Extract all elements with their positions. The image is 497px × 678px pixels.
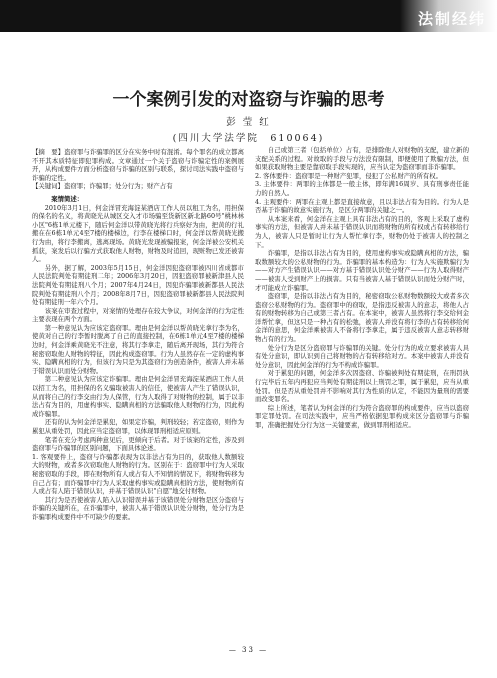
paragraph: 对于累犯的问题，何金洋多次因盗窃、诈骗被判处有期徒刑，在刑罚执行完毕后五年内再犯应当判处有期徒刑以上刑罚之罪，属于累犯，应当从重处罚。但是否从重处罚并不影响对其行为性质的认定，不能因为量刑的需要而改变罪名。	[255, 369, 469, 404]
paragraph: 1. 客观要件上，盗窃与诈骗都表现为以非法占有为目的，获取他人数额较大的财物，或者多次窃取他人财物的行为。区别在于：盗窃罪中行为人采取秘密窃取的手段，即在财物所有人或占有人不知情的情况下，将财物转移为自己占有；而诈骗罪中行为人采取虚构事实或隐瞒真相的方法，使财物所有人或占有人陷于错误认识，并基于错误认识"自愿"地交付财物。	[32, 452, 244, 496]
paragraph: 案情简述：	[51, 194, 84, 203]
paragraph: 4. 主观要件：两罪在主观上都是直接故意，且以非法占有为目的。行为人是否基于诈骗的故意实施行为，是区分两罪的关键之一。	[255, 197, 469, 215]
paragraph: 3. 主体要件：两罪的主体都是一般主体，即年满16周岁、具有刑事责任能力的自然人。	[255, 180, 469, 197]
paragraph: 自己或第三者（包括单位）占有，是排除他人对财物的支配，建立新的支配关系的过程。对故取的手段与方法没有限制，即便使用了欺骗方法，但如果获取财物主要是靠窃取手段实现的，应当认定为盗窃罪而非诈骗罪。	[255, 146, 469, 172]
article-title: 一个案例引发的对盗窃与诈骗的思考	[112, 90, 385, 110]
article-author: 彭 莹 红	[226, 117, 271, 128]
paragraph: 另外，据了解，2003年5月15日，何金洋因犯盗窃罪被四川省成都市人民法院判处有期徒刑二年；2006年3月20日，因犯盗窃罪被新津县人民法院判处有期徒刑八个月；2007年4月24日，因犯诈骗罪被新都县人民法院判处有期徒刑八个月；2008年8月7日，因犯盗窃罪被新都县人民法院判处有期徒刑一年六个月。	[32, 263, 244, 307]
paragraph: 【关键词】盗窃罪；诈骗罪；处分行为；财产占有	[32, 182, 173, 191]
author-affiliation: (四川大学法学院 610064)	[172, 133, 325, 144]
paragraph: 【摘 要】盗窃罪与诈骗罪的区分在实务中时有混淆。每个罪名的成立都离不开其本质特征即犯罪构成。文章通过一个关于盗窃与诈骗定性的案例展开，从构成要件方面分析盗窃与诈骗的区别与联系，探讨司法实践中盗窃与诈骗的定性。	[32, 148, 244, 182]
section-title: 法制经纬	[418, 10, 487, 28]
paragraph: 盗窃罪，是指以非法占有为目的，秘密窃取公私财物数额较大或者多次盗窃公私财物的行为。盗窃罪中的窃取，是指违反被害人的意志，将他人占有的财物转移为自己或第三者占有。在本案中，被害人虽然将行李交给何金洋帮忙拿，但这只是一种占有的松弛，被害人并没有将行李的占有转移给何金洋的意思，何金洋乘被害人不备将行李拿走，属于违反被害人意志转移财物占有的行为。	[255, 292, 469, 344]
paragraph: 处分行为是区分盗窃罪与诈骗罪的关键。处分行为的成立要求被害人具有处分意识，即认识到自己将财物的占有转移给对方。本案中被害人并没有处分意识，因此何金洋的行为不构成诈骗罪。	[255, 343, 469, 369]
paragraph: 2. 客体要件：盗窃罪是一种财产犯罪，侵犯了公私财产的所有权。	[255, 171, 443, 180]
right-column	[255, 146, 469, 430]
paragraph: 第一种意见认为应该定盗窃罪。理由是何金洋以帮黄晓光拿行李为名，使黄对自己的行李暂时脱离了自己的直接控制，在6栋1单元4至7楼的楼梯边时，何金洋乘黄晓光不注意，将其行李拿走，随后离开现场，其行为符合秘密窃取他人财物的特征，因此构成盗窃罪。行为人虽然存在一定的虚构事实、隐瞒真相的行为，但该行为只是为其盗窃行为创造条件，被害人并未基于错误认识而处分财物。	[32, 323, 244, 375]
paragraph: 第二种意见认为应该定诈骗罪。理由是何金洋冒充海淀某酒店工作人员以招工为名，用担保的名义骗取被害人的信任，使被害人产生了错误认识，从而将自己的行李交由行为人保管，行为人取得了对财物的控制，属于以非法占有为目的，用虚构事实、隐瞒真相的方法骗取他人财物的行为，因此构成诈骗罪。	[32, 375, 244, 418]
paragraph: 还有的认为何金洋是累犯，如果定诈骗，判刑较轻；若定盗窃，则作为累犯从重处罚，因此应当定盗窃罪，以体现罪刑相适应原则。	[32, 418, 244, 435]
left-column	[32, 148, 244, 522]
paragraph: 笔者在充分考虑两种意见后，更倾向于后者。对于该案的定性，涉及到盗窃罪与诈骗罪的区别问题，下面具体论述。	[32, 435, 244, 453]
paragraph: 其行为是否使被害人陷入认识错误并基于该错误处分财物是区分盗窃与诈骗的关键所在，在诈骗罪中，被害人基于错误认识处分财物，处分行为是诈骗罪构成要件中不可缺少的要素。	[32, 495, 244, 521]
paragraph: 2010年3月1日，何金洋冒充海淀某酒店工作人员以租工为名，用担保的保名的名义，将黄晓光从城区交入才市场骗至货新区新北路60号"桃林林小区"6栋1单元楼下，随后何金洋以带黄晓光将行兵察好为由，把黄的行礼搬在在6栋1单元4至7楼的楼梯边，行李在楼梯口时，何金洋以帮黄晓光搬行为由，将行李搬离，逃离现场。黄晓光发现被骗报案，何金洋被公安机关抓获，案发后以行骗方式获取他人财物，财物及时追回，现赃物已发还被害人。	[32, 203, 244, 264]
paragraph: 从本案来看，何金洋在主观上具有非法占有的目的，客观上采取了虚构事实的方法，但被害人并未基于错误认识而将财物的所有权或占有转移给行为人，被害人只是暂时让行为人帮忙拿行李，财物仍处于被害人的控制之下。	[255, 214, 469, 249]
page-number: — 33 —	[228, 646, 269, 654]
paragraph: 综上所述，笔者认为何金洋的行为符合盗窃罪的构成要件，应当以盗窃罪定罪处罚。在司法实践中，应当严格依据犯罪构成来区分盗窃罪与诈骗罪，准确把握处分行为这一关键要素，做到罪刑相适应。	[255, 403, 469, 429]
paragraph: 诈骗罪，是指以非法占有为目的，使用虚构事实或隐瞒真相的方法，骗取数额较大的公私财物的行为。诈骗罪的基本构造为：行为人实施欺骗行为——对方产生错误认识——对方基于错误认识处分财产——行为人取得财产——被害人受到财产上的损害。只有当被害人基于错误认识而处分财产时，才可能成立诈骗罪。	[255, 249, 469, 292]
paragraph: 该案在审查过程中，对案情的处理存在较大争议，对何金洋的行为定性主要表现在两个方面。	[32, 306, 244, 324]
banner-dark-band	[0, 0, 400, 32]
header-banner	[0, 0, 497, 32]
